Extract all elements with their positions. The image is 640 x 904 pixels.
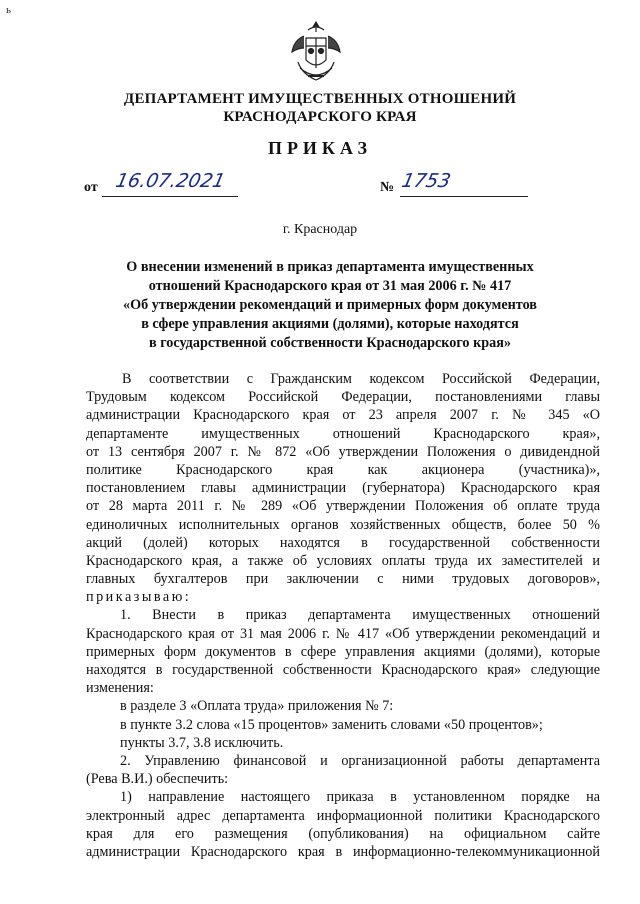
body-line: изменения: (86, 680, 154, 697)
coat-of-arms-icon (286, 18, 346, 86)
body-line: постановлением главы администрации (губернатора) Краснодарского края (86, 480, 600, 497)
body-line: 1. Внести в приказ департамента имущественных отношений (120, 607, 600, 624)
title-line: в сфере управления акциями (долями), которые находятся (141, 316, 519, 332)
number-label: № (380, 180, 395, 195)
title-line: «Об утверждении рекомендаций и примерных форм документов (123, 297, 537, 313)
date-underline (102, 196, 238, 197)
body-line: В соответствии с Гражданским кодексом Российской Федерации, (122, 371, 600, 387)
date-label: от (84, 180, 98, 195)
body-line: находятся в государственной собственности Краснодарского края» следующие (86, 662, 600, 678)
title-line: О внесении изменений в приказ департамента имущественных (126, 259, 534, 275)
handwritten-date: 16.07.2021 (113, 170, 228, 192)
body-line: 1) направление настоящего приказа в установленном порядке на (120, 789, 600, 806)
title-line: в государственной собственности Краснодарского края» (148, 335, 511, 351)
body-line: администрации Краснодарского края от 23 апреля 2007 г. № 345 «О (86, 407, 600, 424)
title-line: отношений Краснодарского края от 31 мая 2006 г. № 417 (148, 278, 512, 294)
body-line: 2. Управлению финансовой и организационной работы департамента (120, 752, 600, 769)
number-underline (400, 196, 528, 197)
body-line: (Рева В.И.) обеспечить: (86, 771, 229, 788)
body-line: Краснодарского края, а также об условиях оплаты труда их заместителей и (86, 552, 600, 569)
body-line: Трудовым кодексом Российской Федерации, постановлениями главы (86, 389, 600, 406)
corner-mark: ь (6, 4, 12, 16)
body-line: приказываю: (86, 589, 192, 606)
body-line: единоличных исполнительных органов хозяйственных обществ, более 50 % (86, 516, 600, 533)
body-line: политике Краснодарского края как акционера (участника)», (86, 461, 600, 478)
body-line: главных бухгалтеров при заключении с ними трудовых договоров», (86, 571, 600, 588)
body-line: в разделе 3 «Оплата труда» приложения № 7: (120, 698, 394, 715)
body-line: пункты 3.7, 3.8 исключить. (120, 734, 284, 751)
order-title (100, 258, 560, 353)
body-line: от 28 марта 2011 г. № 289 «Об утверждении Положения об оплате труда (86, 498, 600, 515)
order-body (86, 370, 600, 861)
body-line: примерных форм документов в сфере управления акциями (долями), которые (86, 643, 600, 660)
body-line: электронный адрес департамента информационной политики Краснодарского (86, 807, 600, 824)
body-line: администрации Краснодарского края в информационно-телекоммуникационной (86, 843, 600, 860)
body-line: Краснодарского края от 31 мая 2006 г. № 417 «Об утверждении рекомендаций и (86, 625, 600, 642)
body-line: от 13 сентября 2007 г. № 872 «Об утверждении Положения о дивидендной (86, 443, 600, 460)
body-line: в пункте 3.2 слова «15 процентов» заменить словами «50 процентов»; (120, 716, 543, 733)
organization-name-line-1: ДЕПАРТАМЕНТ ИМУЩЕСТВЕННЫХ ОТНОШЕНИЙ (123, 91, 517, 107)
document-type: ПРИКАЗ (267, 138, 373, 158)
city-line: г. Краснодар (282, 222, 358, 237)
body-line: акций (долей) которых находятся в государственной собственности (86, 534, 600, 551)
organization-name-line-2: КРАСНОДАРСКОГО КРАЯ (223, 109, 417, 125)
handwritten-number: 1753 (399, 170, 453, 192)
body-line: края для его размещения (опубликования) на официальном сайте (86, 825, 600, 842)
body-line: департаменте имущественных отношений Краснодарского края», (86, 425, 600, 442)
